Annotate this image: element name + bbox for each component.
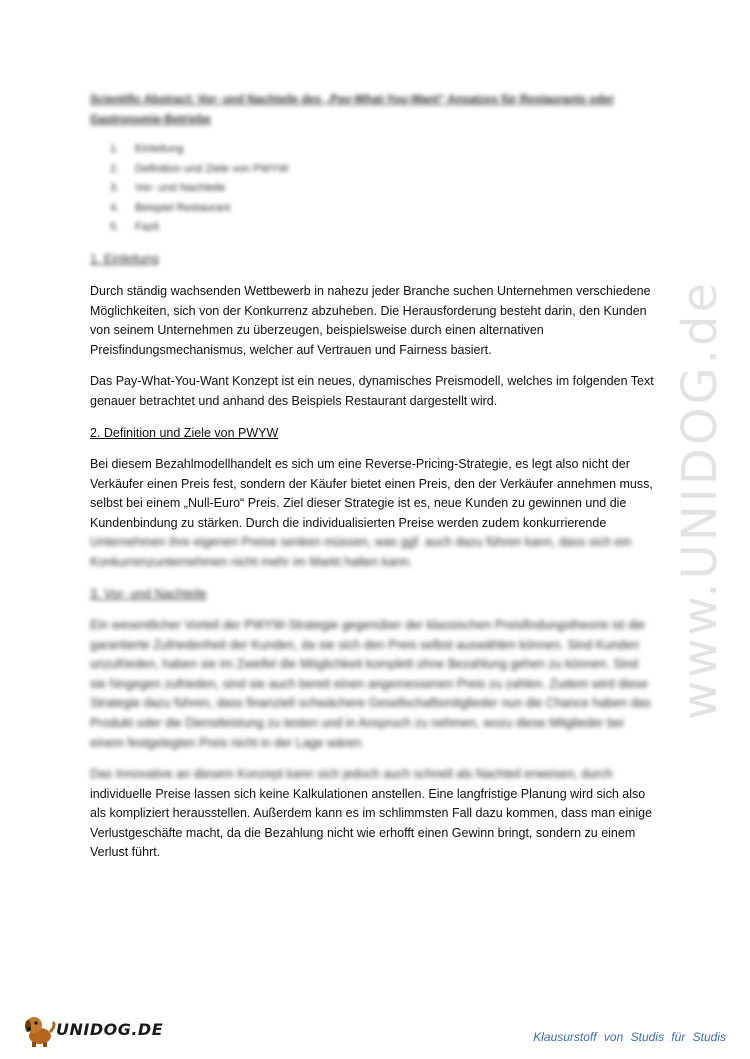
unidog-logo[interactable]: [22, 1010, 172, 1050]
section-heading-introduction: 1. Einleitung: [90, 252, 159, 266]
toc-item: 4. Beispiel Restaurant: [110, 201, 231, 214]
paragraph-pros: Ein wesentlicher Vorteil der PWYW-Strategie gegenüber der klassischen Preisfindungstheorie ist die garantierte Zufriedenheit der Kunden, da sie sich den Preis selbst auswählen können. Sind Kunden unzufrieden, haben sie im Zweifel die Möglichkeit komplett ohne Bezahlung gehen zu können. Sind sie hingegen zufrieden, sind sie auch bereit einen angemessenen Preis zu zahlen. Zudem wird diese Strategie dazu führen, dass finanziell schwächere Gesellschaftsmitglieder nun die Chance haben das Produkt oder die Dienstleistung zu testen und in Anspruch zu nehmen, wozu diese Mitglieder bei einem festgelegten Preis nicht in der Lage wären.: [90, 618, 651, 750]
paragraph-introduction-1: Durch ständig wachsenden Wettbewerb in nahezu jeder Branche suchen Unternehmen verschiedene Möglichkeiten, sich von der Konkurrenz abzuheben. Die Herausforderung besteht darin, den Kunden von seinem Unternehmen zu überzeugen, beispielsweise durch einen alternativen Preisfindungsmechanismus, welcher auf Vertrauen und Fairness basiert.: [90, 284, 651, 357]
section-heading-definition: 2. Definition und Ziele von PWYW: [90, 426, 279, 440]
paragraph-introduction-2: Das Pay-What-You-Want Konzept ist ein neues, dynamisches Preismodell, welches im folgenden Text genauer betrachtet und anhand des Beispiels Restaurant dargestellt wird.: [90, 374, 654, 408]
dog-mascot-icon: [22, 1012, 58, 1048]
watermark-text: www.UNIDOG.de: [672, 280, 728, 721]
document-title: Scientific Abstract: Vor- und Nachteile des „Pay-What-You-Want“ Ansatzes für Restaurants oder Gastronomie-Betriebe: [90, 94, 615, 126]
toc-item: 3. Vor- und Nachteile: [110, 182, 226, 195]
footer-tagline: Klausurstoff von Studis für Studis: [533, 1030, 726, 1044]
toc-item: 1. Einleitung: [110, 143, 184, 155]
toc-item: 2. Definition und Ziele von PWYW: [110, 162, 289, 175]
paragraph-cons: Das Innovative an diesem Konzept kann sich jedoch auch schnell als Nachteil erweisen, durch individuelle Preise lassen sich keine Kalkulationen anstellen. Eine langfristige Planung wird sich also als kompliziert herausstellen. Außerdem kann es im schlimmsten Fall dazu kommen, dass man einige Verlustgeschäfte macht, da die Bezahlung nicht wie erhofft einen Gewinn bringt, sondern zu einem Verlust führt.: [90, 767, 653, 860]
logo-wordmark: UNIDOG.DE: [56, 1020, 164, 1039]
toc-item: 5. Fazit: [110, 221, 159, 234]
table-of-contents: [110, 140, 410, 238]
section-heading-pros-cons: 3. Vor- und Nachteile: [90, 587, 207, 601]
paragraph-definition: Bei diesem Bezahlmodellhandelt es sich um eine Reverse-Pricing-Strategie, es legt also nicht der Verkäufer einen Preis fest, sondern der Käufer bietet einen Preis, den der Verkäufer annehmen muss, selbst bei einem „Null-Euro“ Preis. Ziel dieser Strategie ist es, neue Kunden zu gewinnen und die Kundenbindung zu stärken. Durch die individualisierten Preise werden zudem konkurrierende Unternehmen ihre eigenen Preise senken müssen, was ggf. auch dazu führen kann, dass sich ein Konkurrenzunternehmen nicht mehr im Markt halten kann.: [90, 457, 653, 569]
